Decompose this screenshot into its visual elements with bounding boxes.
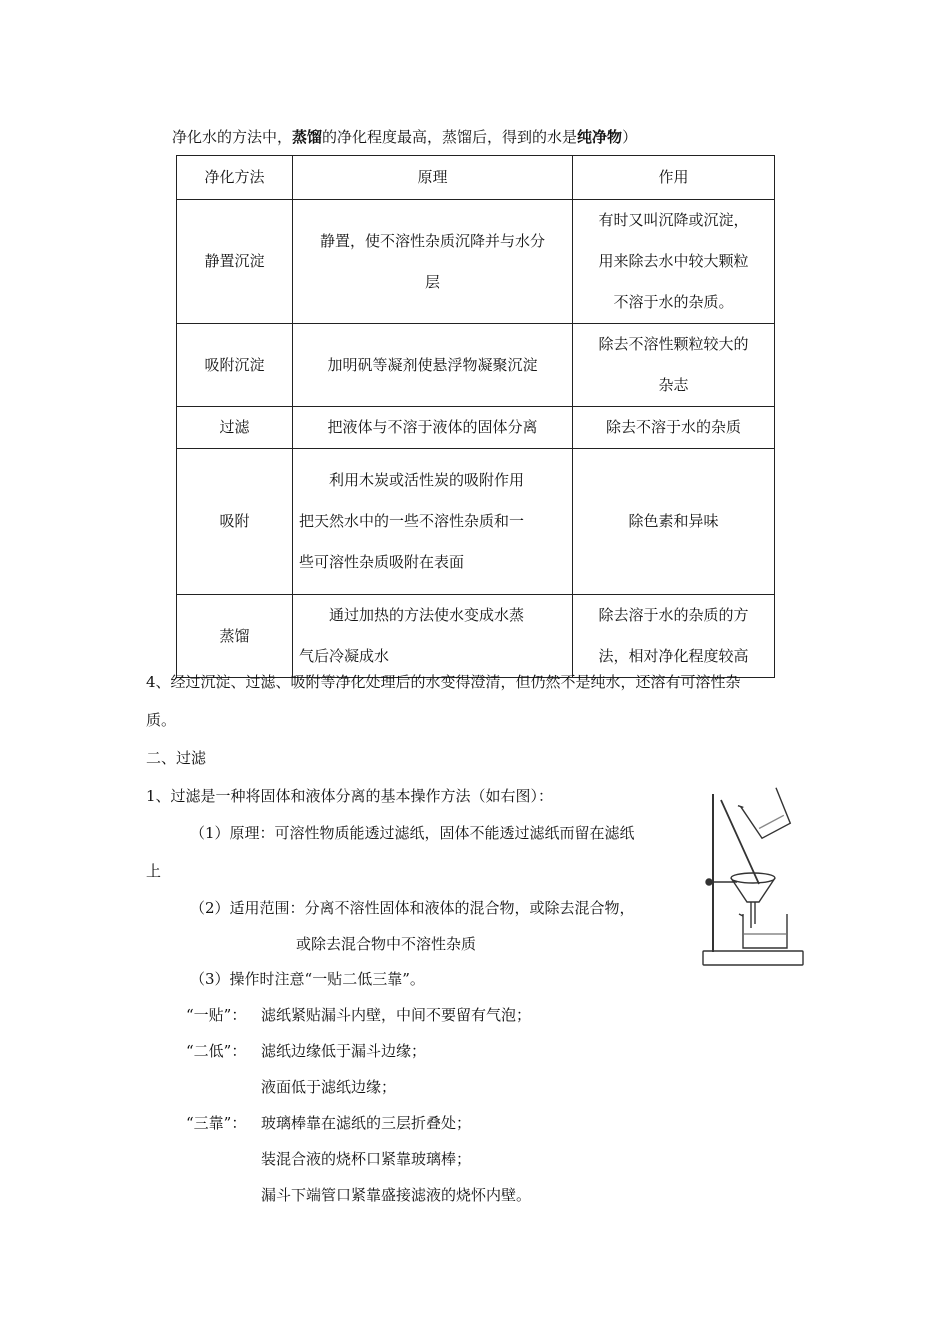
rule-tie-label: “一贴”： [186, 1006, 247, 1024]
column-header-method: 净化方法 [177, 156, 293, 200]
function-cell: 除去溶于水的杂质的方 法，相对净化程度较高 [573, 595, 775, 678]
principle-cell: 把液体与不溶于液体的固体分离 [293, 407, 573, 449]
rule-lean-line: 玻璃棒靠在滤纸的三层折叠处； [261, 1114, 472, 1132]
rule-low-line: 滤纸边缘低于漏斗边缘； [261, 1042, 427, 1060]
intro-text: 的净化程度最高，蒸馏后，得到的水是 [322, 128, 578, 146]
method-cell: 蒸馏 [177, 595, 293, 678]
column-header-function: 作用 [573, 156, 775, 200]
principle-cell: 利用木炭或活性炭的吸附作用 把天然水中的一些不溶性杂质和一 些可溶性杂质吸附在表面 [293, 449, 573, 595]
principle-cell: 通过加热的方法使水变成水蒸 气后冷凝成水 [293, 595, 573, 678]
sub-1-line-2: 上 [146, 862, 162, 880]
function-cell: 有时又叫沉降或沉淀， 用来除去水中较大颗粒 不溶于水的杂质。 [573, 200, 775, 324]
stand-base [703, 951, 803, 965]
intro-bold-distillation: 蒸馏 [292, 128, 323, 146]
table-row [177, 449, 775, 595]
sub-2-line-1: （2）适用范围：分离不溶性固体和液体的混合物，或除去混合物， [190, 899, 635, 917]
rule-lean-line: 漏斗下端管口紧靠盛接滤液的烧怀内壁。 [261, 1186, 532, 1204]
intro-text: 净化水的方法中， [172, 128, 293, 146]
rule-lean-label: “三靠”： [186, 1114, 247, 1132]
clamp-knob [706, 879, 712, 885]
intro-line [172, 130, 637, 145]
intro-bold-pure: 纯净物 [577, 128, 623, 146]
purification-methods-table [176, 155, 775, 678]
rule-lean-line: 装混合液的烧杯口紧靠玻璃棒； [261, 1150, 472, 1168]
sub-3-text: （3）操作时注意“一贴二低三靠”。 [190, 970, 425, 988]
method-cell: 吸附沉淀 [177, 324, 293, 407]
item-1-text: 1、过滤是一种将固体和液体分离的基本操作方法（如右图）： [146, 787, 554, 805]
method-cell: 吸附 [177, 449, 293, 595]
table-row [177, 407, 775, 449]
table-row [177, 595, 775, 678]
rule-low-label: “二低”： [186, 1042, 247, 1060]
paragraph-4-line-2: 质。 [146, 711, 177, 729]
rule-low-line: 液面低于滤纸边缘； [261, 1078, 397, 1096]
column-header-principle: 原理 [293, 156, 573, 200]
principle-cell: 静置，使不溶性杂质沉降并与水分 层 [293, 200, 573, 324]
function-cell: 除色素和异味 [573, 449, 775, 595]
method-cell: 静置沉淀 [177, 200, 293, 324]
function-cell: 除去不溶性颗粒较大的 杂志 [573, 324, 775, 407]
sub-2-line-2: 或除去混合物中不溶性杂质 [296, 935, 477, 953]
intro-text: ） [622, 128, 638, 146]
section-title-filtration: 二、过滤 [146, 749, 207, 767]
table-header-row [177, 156, 775, 200]
paragraph-4-line-1: 4、经过沉淀、过滤、吸附等净化处理后的水变得澄清，但仍然不是纯水，还溶有可溶性杂 [146, 673, 741, 691]
method-cell: 过滤 [177, 407, 293, 449]
filtration-apparatus-illustration [695, 786, 810, 971]
rule-tie-line: 滤纸紧贴漏斗内壁，中间不要留有气泡； [261, 1006, 532, 1024]
principle-cell: 加明矾等凝剂使悬浮物凝聚沉淀 [293, 324, 573, 407]
glass-rod [721, 800, 759, 884]
receiving-beaker [743, 914, 787, 948]
pouring-beaker [741, 788, 794, 840]
funnel-rim [731, 873, 775, 883]
function-cell: 除去不溶于水的杂质 [573, 407, 775, 449]
table-row [177, 324, 775, 407]
sub-1-line-1: （1）原理：可溶性物质能透过滤纸，固体不能透过滤纸而留在滤纸 [190, 824, 635, 842]
table-row [177, 200, 775, 324]
